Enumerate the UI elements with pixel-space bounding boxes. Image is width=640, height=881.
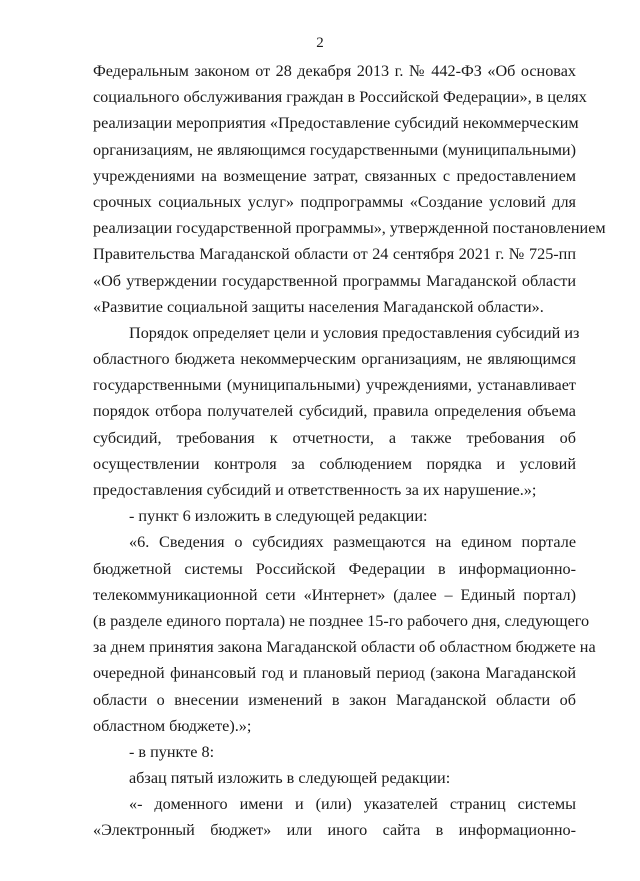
text-line: Правительства Магаданской области от 24 сентября 2021 г. № 725-пп [93,245,576,264]
text-line: срочных социальных услуг» подпрограммы «Создание условий для [93,192,576,211]
text-line: государственными (муниципальными) учреждениями, устанавливает [93,376,576,395]
text-line: осуществлении контроля за соблюдением порядка и условий [93,454,576,473]
text-line: учреждениями на возмещение затрат, связанных с предоставлением [93,166,576,185]
text-line: телекоммуникационной сети «Интернет» (далее – Единый портал) [93,585,576,604]
text-line: «- доменного имени и (или) указателей страниц системы [129,795,576,814]
text-line: очередной финансовый год и плановый период (закона Магаданской [93,664,576,683]
text-line: субсидий, требования к отчетности, а также требования об [93,428,576,447]
text-line: области о внесении изменений в закон Магаданской области об [93,690,576,709]
text-line: реализации мероприятия «Предоставление субсидий некоммерческим [93,114,579,133]
text-line: «Развитие социальной защиты населения Магаданской области». [93,297,544,316]
text-line: за днем принятия закона Магаданской области об областном бюджете на [93,638,596,657]
page-number: 2 [316,35,324,51]
text-line: областного бюджета некоммерческим организациям, не являющимся [93,350,576,369]
document-body [93,58,606,844]
text-line: - пункт 6 изложить в следующей редакции: [129,507,428,526]
text-line: реализации государственной программы», утвержденной постановлением [93,219,606,238]
text-line: абзац пятый изложить в следующей редакции: [129,769,451,788]
text-line: «Электронный бюджет» или иного сайта в информационно- [93,821,576,840]
text-line: бюджетной системы Российской Федерации в информационно- [93,559,576,578]
text-line: предоставления субсидий и ответственность за их нарушение.»; [93,481,537,499]
text-line: (в разделе единого портала) не позднее 15-го рабочего дня, следующего [93,611,590,630]
text-line: организациям, не являющимся государственными (муниципальными) [93,140,576,159]
text-line: «6. Сведения о субсидиях размещаются на едином портале [129,533,576,552]
text-line: «Об утверждении государственной программы Магаданской области [93,271,576,290]
text-line: Порядок определяет цели и условия предоставления субсидий из [129,323,580,342]
text-line: областном бюджете).»; [93,716,252,735]
text-line: порядок отбора получателей субсидий, правила определения объема [93,402,576,421]
text-line: - в пункте 8: [129,742,215,761]
text-line: социального обслуживания граждан в Российской Федерации», в целях [93,88,587,107]
text-line: Федеральным законом от 28 декабря 2013 г. № 442-ФЗ «Об основах [93,62,576,80]
